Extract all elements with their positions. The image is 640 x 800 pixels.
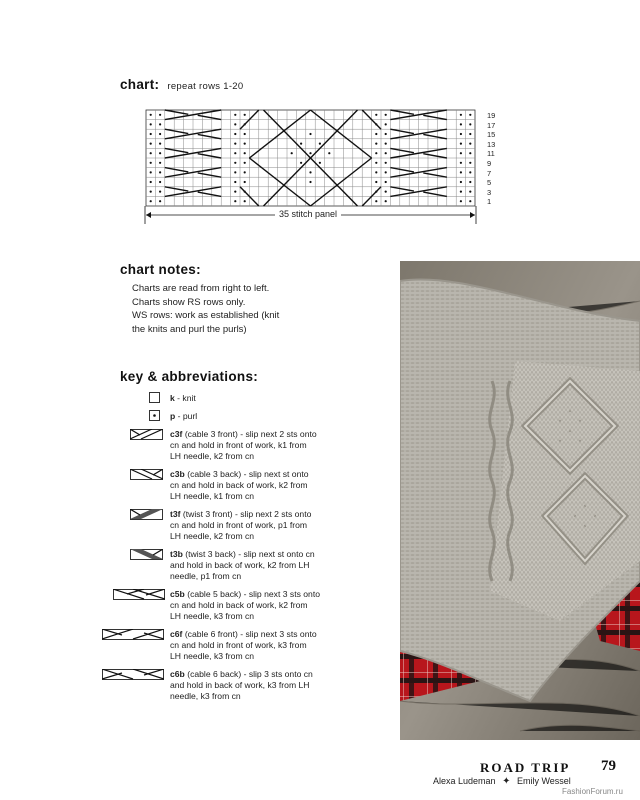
key-item-purl: p - purl [170, 411, 198, 421]
chart-repeat-note: repeat rows 1-20 [167, 81, 244, 92]
row-number: 15 [487, 130, 496, 140]
key-item-knit: k - knit [170, 393, 196, 403]
key-item-c6b: c6b (cable 6 back) - slip 3 sts onto cn and hold in back of work, k3 from LH needle, k3 from cn [170, 669, 313, 702]
cable-6-front-icon [102, 629, 164, 640]
chart-notes-heading: chart notes: [120, 262, 201, 277]
panel-width-label: 35 stitch panel [275, 209, 341, 219]
row-number: 17 [487, 120, 496, 130]
twist-3-front-icon [130, 509, 163, 520]
author-2: Emily Wessel [516, 776, 571, 786]
purl-dot-icon [149, 410, 160, 421]
author-1: Alexa Ludeman [433, 776, 496, 786]
row-number: 7 [487, 168, 492, 178]
star-icon: ✦ [502, 776, 511, 787]
note-line: WS rows: work as established (knit [132, 310, 280, 321]
knitted-pillow-photo [400, 261, 640, 740]
twist-3-back-icon [130, 549, 163, 560]
cable-3-front-icon [130, 429, 163, 440]
row-number: 13 [487, 139, 496, 149]
key-item-t3b: t3b (twist 3 back) - slip next st onto cn and hold in back of work, k2 from LH needle, p1 from cn [170, 549, 315, 582]
row-number: 11 [487, 149, 495, 159]
note-line: Charts are read from right to left. [132, 283, 270, 294]
authors-line [433, 776, 571, 787]
key-heading: key & abbreviations: [120, 369, 259, 384]
row-number: 5 [487, 178, 492, 188]
cable-5-back-icon [113, 589, 165, 600]
row-number: 1 [487, 197, 492, 207]
row-number: 9 [487, 159, 492, 168]
chart-notes-body [132, 282, 279, 336]
key-item-c3f: c3f (cable 3 front) - slip next 2 sts onto cn and hold in front of work, k1 from LH needle, k2 from cn [170, 429, 317, 462]
note-line: Charts show RS rows only. [132, 296, 246, 308]
note-line: the knits and purl the purls) [132, 323, 247, 335]
knit-square-icon [149, 392, 160, 403]
watermark: FashionForum.ru [562, 787, 623, 796]
chart-label: chart: [120, 77, 160, 92]
section-title: ROAD TRIP [480, 760, 571, 775]
cable-3-back-icon [130, 469, 163, 480]
key-item-c3b: c3b (cable 3 back) - slip next st onto cn and hold in back of work, k2 from LH needle, k1 from cn [170, 469, 309, 502]
page-number: 79 [601, 758, 616, 774]
cable-6-back-icon [102, 669, 164, 680]
chart-heading [120, 77, 243, 92]
key-item-c5b: c5b (cable 5 back) - slip next 3 sts onto cn and hold in back of work, k2 from LH needle, k3 from cn [170, 589, 320, 622]
key-item-t3f: t3f (twist 3 front) - slip next 2 sts onto cn and hold in front of work, p1 from LH needle, k2 from cn [170, 509, 312, 542]
row-number: 3 [487, 187, 492, 197]
row-number: 19 [487, 111, 496, 120]
key-item-c6f: c6f (cable 6 front) - slip next 3 sts onto cn and hold in front of work, k3 from LH needle, k3 from cn [170, 629, 317, 662]
